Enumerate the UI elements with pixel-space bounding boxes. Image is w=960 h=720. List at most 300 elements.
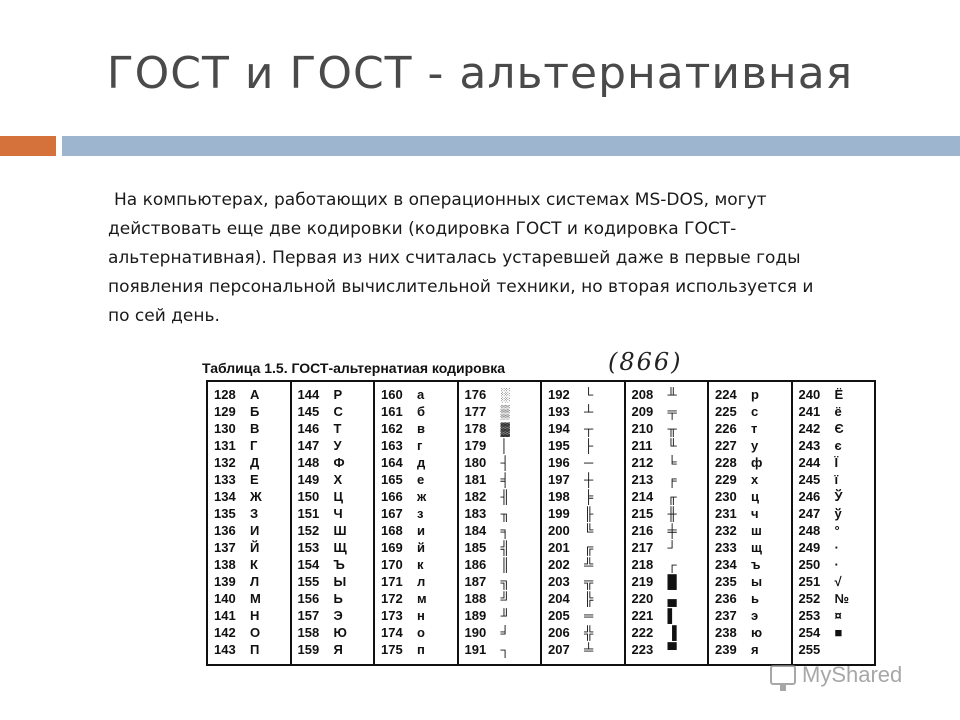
char-glyph: Ї — [834, 455, 839, 470]
char-code: 200 — [548, 523, 570, 538]
char-code: 177 — [464, 404, 487, 419]
char-glyph: Ж — [250, 489, 262, 504]
char-code: 191 — [464, 642, 487, 657]
char-glyph: ╪ — [667, 523, 677, 538]
char-glyph: ь — [751, 591, 759, 606]
table-row — [715, 386, 791, 403]
table-row — [715, 454, 791, 471]
char-code: 211 — [631, 438, 653, 453]
table-row — [465, 454, 541, 471]
char-code: 135 — [214, 506, 236, 521]
char-glyph: ╝ — [500, 591, 510, 606]
table-column — [375, 382, 459, 664]
char-glyph: К — [250, 557, 258, 572]
table-row — [465, 539, 541, 556]
char-glyph: ╙ — [667, 438, 677, 453]
table-row — [548, 488, 624, 505]
char-code: 244 — [798, 455, 821, 470]
char-code: 255 — [798, 642, 821, 657]
char-code: 235 — [715, 574, 737, 589]
table-row — [214, 590, 290, 607]
table-row — [715, 539, 791, 556]
table-row — [548, 454, 624, 471]
char-code: 193 — [548, 404, 570, 419]
table-row — [214, 641, 290, 658]
char-code: 179 — [464, 438, 487, 453]
char-code: 226 — [715, 421, 737, 436]
table-row — [465, 471, 541, 488]
char-code: 195 — [548, 438, 570, 453]
char-glyph: ╤ — [667, 404, 677, 419]
char-code: 217 — [631, 540, 654, 555]
table-row — [799, 403, 875, 420]
table-row — [214, 471, 290, 488]
encoding-table-image — [198, 348, 888, 666]
table-row — [715, 573, 791, 590]
handwritten-note: (866) — [608, 348, 683, 376]
char-glyph: А — [250, 387, 260, 402]
paragraph-line: альтернативная). Первая из них считалась устаревшей даже в первые годы — [108, 248, 801, 268]
table-row — [799, 454, 875, 471]
char-glyph: ї — [834, 472, 839, 487]
table-row — [298, 556, 374, 573]
char-glyph: щ — [751, 540, 762, 555]
table-row — [715, 437, 791, 454]
char-glyph: ╕ — [500, 523, 510, 538]
table-row — [548, 573, 624, 590]
char-code: 208 — [631, 387, 654, 402]
char-code: 184 — [464, 523, 487, 538]
char-glyph: √ — [834, 574, 842, 589]
char-glyph: ═ — [584, 608, 594, 623]
table-row — [465, 403, 541, 420]
char-glyph: ╨ — [667, 387, 677, 402]
char-glyph: М — [250, 591, 261, 606]
table-row — [298, 539, 374, 556]
table-row — [799, 590, 875, 607]
table-column — [542, 382, 626, 664]
char-glyph: ╥ — [667, 421, 677, 436]
char-glyph: л — [417, 574, 426, 589]
char-code: 165 — [381, 472, 403, 487]
table-row — [548, 624, 624, 641]
char-code: 157 — [297, 608, 320, 623]
char-code: 164 — [381, 455, 403, 470]
char-glyph: ║ — [500, 557, 510, 572]
table-row — [632, 641, 708, 658]
table-row — [548, 607, 624, 624]
char-glyph: ░ — [500, 387, 510, 402]
table-row — [799, 488, 875, 505]
paragraph-line: На компьютерах, работающих в операционных системах MS-DOS, могут — [114, 190, 767, 210]
char-code: 245 — [798, 472, 821, 487]
char-glyph: ▒ — [500, 404, 510, 419]
table-row — [548, 641, 624, 658]
table-column — [793, 382, 875, 664]
char-code: 152 — [297, 523, 320, 538]
char-glyph: Х — [333, 472, 343, 487]
table-row — [465, 590, 541, 607]
char-code: 210 — [631, 421, 654, 436]
paragraph-line: появления персональной вычислительной техники, но вторая используется и — [108, 277, 814, 297]
table-row — [632, 488, 708, 505]
char-code: 209 — [631, 404, 654, 419]
char-glyph: Ы — [333, 574, 347, 589]
char-glyph: ╜ — [500, 608, 510, 623]
char-code: 218 — [631, 557, 654, 572]
char-code: 242 — [798, 421, 821, 436]
char-code: 251 — [798, 574, 821, 589]
char-code: 220 — [631, 591, 654, 606]
char-code: 188 — [464, 591, 487, 606]
table-row — [715, 556, 791, 573]
char-code: 160 — [381, 387, 403, 402]
char-glyph: Й — [250, 540, 260, 555]
char-code: 137 — [214, 540, 236, 555]
char-code: 173 — [381, 608, 403, 623]
char-code: 215 — [631, 506, 654, 521]
char-code: 181 — [464, 472, 487, 487]
char-code: 219 — [631, 574, 654, 589]
char-glyph: П — [250, 642, 260, 657]
char-glyph: Е — [250, 472, 259, 487]
table-row — [715, 607, 791, 624]
table-row — [381, 386, 457, 403]
table-row — [298, 403, 374, 420]
char-glyph: ц — [751, 489, 759, 504]
table-row — [799, 522, 875, 539]
table-row — [715, 641, 791, 658]
table-row — [799, 505, 875, 522]
char-glyph: Р — [333, 387, 343, 402]
title-accent-bar — [0, 136, 56, 156]
char-glyph: ╧ — [584, 642, 594, 657]
table-row — [214, 386, 290, 403]
table-row — [465, 488, 541, 505]
char-code: 130 — [214, 421, 236, 436]
char-glyph: ч — [751, 506, 759, 521]
char-glyph: Э — [333, 608, 343, 623]
table-row — [381, 471, 457, 488]
table-row — [632, 386, 708, 403]
table-row — [799, 607, 875, 624]
table-row — [381, 624, 457, 641]
char-glyph: Ц — [333, 489, 343, 504]
char-glyph: є — [834, 438, 842, 453]
table-row — [465, 641, 541, 658]
table-row — [298, 505, 374, 522]
table-row — [381, 522, 457, 539]
char-code: 254 — [798, 625, 821, 640]
char-glyph: ∙ — [834, 540, 839, 555]
table-row — [381, 573, 457, 590]
table-row — [381, 437, 457, 454]
char-code: 214 — [631, 489, 654, 504]
char-code: 237 — [715, 608, 737, 623]
code-table-grid — [206, 380, 876, 666]
char-glyph — [835, 641, 859, 658]
table-row — [632, 590, 708, 607]
char-glyph: У — [333, 438, 342, 453]
table-row — [381, 505, 457, 522]
char-code: 197 — [548, 472, 570, 487]
table-row — [799, 556, 875, 573]
char-glyph: █ — [667, 574, 677, 589]
char-code: 166 — [381, 489, 403, 504]
char-code: 128 — [214, 387, 236, 402]
char-code: 239 — [715, 642, 737, 657]
table-row — [548, 505, 624, 522]
char-code: 163 — [381, 438, 403, 453]
char-glyph: ╛ — [500, 625, 510, 640]
char-code: 228 — [715, 455, 737, 470]
char-code: 150 — [297, 489, 320, 504]
table-row — [632, 454, 708, 471]
char-glyph: ┴ — [584, 404, 594, 419]
char-code: 183 — [464, 506, 487, 521]
table-row — [465, 437, 541, 454]
table-column — [709, 382, 793, 664]
table-row — [548, 590, 624, 607]
table-row — [214, 624, 290, 641]
char-glyph: ▀ — [667, 642, 677, 657]
char-glyph: Н — [250, 608, 260, 623]
char-code: 162 — [381, 421, 403, 436]
table-row — [465, 386, 541, 403]
char-code: 252 — [798, 591, 821, 606]
table-row — [214, 573, 290, 590]
table-row — [381, 590, 457, 607]
char-glyph: ╞ — [584, 489, 594, 504]
char-glyph: ф — [751, 455, 763, 470]
char-code: 171 — [381, 574, 403, 589]
table-row — [548, 539, 624, 556]
char-glyph: ┘ — [667, 540, 677, 555]
table-column — [626, 382, 710, 664]
table-row — [214, 420, 290, 437]
table-row — [632, 403, 708, 420]
char-glyph: з — [417, 506, 424, 521]
char-code: 224 — [715, 387, 737, 402]
char-glyph: Ъ — [333, 557, 345, 572]
char-glyph: Ў — [834, 489, 843, 504]
char-glyph: Л — [250, 574, 260, 589]
char-glyph: ▌ — [667, 608, 677, 623]
char-code: 172 — [381, 591, 403, 606]
table-row — [548, 420, 624, 437]
table-row — [465, 505, 541, 522]
table-column — [292, 382, 376, 664]
table-row — [298, 590, 374, 607]
table-row — [715, 420, 791, 437]
char-glyph: ├ — [584, 438, 594, 453]
table-row — [799, 539, 875, 556]
char-glyph: и — [417, 523, 425, 538]
char-code: 203 — [548, 574, 570, 589]
char-code: 140 — [214, 591, 236, 606]
char-glyph: х — [751, 472, 759, 487]
char-code: 201 — [548, 540, 570, 555]
table-row — [632, 624, 708, 641]
char-code: 236 — [715, 591, 737, 606]
char-code: 159 — [297, 642, 320, 657]
table-row — [214, 539, 290, 556]
table-row — [799, 624, 875, 641]
char-code: 202 — [548, 557, 570, 572]
table-row — [465, 420, 541, 437]
table-row — [715, 488, 791, 505]
paragraph-line: по сей день. — [108, 306, 220, 326]
table-row — [465, 607, 541, 624]
char-glyph: В — [250, 421, 260, 436]
char-code: 139 — [214, 574, 236, 589]
char-glyph: Д — [250, 455, 260, 470]
char-glyph: ш — [751, 523, 762, 538]
char-glyph: ╖ — [500, 506, 510, 521]
char-glyph: д — [417, 455, 426, 470]
char-code: 194 — [548, 421, 570, 436]
char-glyph: р — [751, 387, 759, 402]
char-code: 175 — [381, 642, 403, 657]
char-glyph: т — [751, 421, 758, 436]
slide-title: ГОСТ и ГОСТ - альтернативная — [106, 48, 854, 99]
char-glyph: ¤ — [834, 608, 842, 623]
char-code: 182 — [464, 489, 487, 504]
char-code: 241 — [798, 404, 821, 419]
char-glyph: ы — [751, 574, 763, 589]
char-glyph: г — [417, 438, 423, 453]
char-code: 234 — [715, 557, 737, 572]
table-row — [632, 573, 708, 590]
table-row — [799, 386, 875, 403]
char-code: 207 — [548, 642, 570, 657]
char-glyph: ° — [834, 523, 840, 538]
table-row — [214, 607, 290, 624]
table-row — [298, 420, 374, 437]
char-code: 186 — [464, 557, 487, 572]
char-glyph: ╠ — [584, 591, 594, 606]
table-row — [632, 556, 708, 573]
char-code: 153 — [297, 540, 320, 555]
char-code: 143 — [214, 642, 236, 657]
table-row — [465, 522, 541, 539]
char-code: 233 — [715, 540, 737, 555]
char-glyph: а — [417, 387, 425, 402]
table-row — [298, 641, 374, 658]
char-code: 161 — [381, 404, 403, 419]
table-row — [298, 522, 374, 539]
char-code: 238 — [715, 625, 737, 640]
char-glyph: Г — [250, 438, 258, 453]
table-row — [214, 522, 290, 539]
table-row — [214, 505, 290, 522]
char-glyph: ё — [834, 404, 842, 419]
char-code: 189 — [464, 608, 487, 623]
char-code: 243 — [798, 438, 821, 453]
char-glyph: н — [417, 608, 425, 623]
char-glyph: ╬ — [584, 625, 594, 640]
char-glyph: м — [417, 591, 427, 606]
char-glyph: Я — [333, 642, 343, 657]
char-code: 144 — [297, 387, 320, 402]
presentation-icon — [770, 665, 796, 685]
char-glyph: у — [751, 438, 759, 453]
char-glyph: ╣ — [500, 540, 510, 555]
char-glyph: Б — [250, 404, 260, 419]
char-glyph: Т — [333, 421, 342, 436]
table-row — [465, 556, 541, 573]
char-code: 155 — [297, 574, 320, 589]
char-glyph: ж — [417, 489, 427, 504]
paragraph-line: действовать еще две кодировки (кодировка ГОСТ и кодировка ГОСТ- — [108, 219, 737, 239]
char-glyph: З — [250, 506, 259, 521]
table-row — [381, 556, 457, 573]
char-code: 167 — [381, 506, 403, 521]
char-glyph: ╘ — [667, 455, 677, 470]
char-glyph: п — [417, 642, 425, 657]
char-glyph: о — [417, 625, 425, 640]
char-code: 232 — [715, 523, 737, 538]
table-row — [381, 420, 457, 437]
table-row — [715, 522, 791, 539]
char-code: 178 — [464, 421, 487, 436]
char-code: 129 — [214, 404, 236, 419]
char-code: 205 — [548, 608, 570, 623]
char-code: 253 — [798, 608, 821, 623]
char-glyph: ┐ — [500, 642, 510, 657]
char-glyph: я — [751, 642, 759, 657]
char-code: 156 — [297, 591, 320, 606]
char-code: 187 — [464, 574, 487, 589]
table-row — [632, 522, 708, 539]
table-row — [465, 624, 541, 641]
table-row — [715, 403, 791, 420]
char-glyph: ■ — [834, 625, 843, 640]
char-code: 192 — [548, 387, 570, 402]
char-code: 158 — [297, 625, 320, 640]
table-row — [632, 539, 708, 556]
char-glyph: к — [417, 557, 424, 572]
table-row — [715, 590, 791, 607]
char-code: 199 — [548, 506, 570, 521]
table-row — [381, 607, 457, 624]
char-glyph: ╚ — [584, 523, 594, 538]
char-code: 250 — [798, 557, 821, 572]
table-row — [214, 437, 290, 454]
char-glyph: ╩ — [584, 557, 594, 572]
char-code: 190 — [464, 625, 487, 640]
char-code: 176 — [464, 387, 487, 402]
char-code: 174 — [381, 625, 403, 640]
char-glyph: ┌ — [667, 557, 677, 572]
table-row — [715, 624, 791, 641]
char-glyph: · — [834, 557, 839, 572]
table-row — [465, 573, 541, 590]
char-glyph: │ — [500, 438, 509, 453]
watermark — [770, 662, 902, 688]
char-glyph: ─ — [584, 455, 594, 470]
char-glyph: № — [834, 591, 849, 606]
char-code: 249 — [798, 540, 821, 555]
table-row — [632, 420, 708, 437]
char-code: 227 — [715, 438, 737, 453]
table-row — [298, 454, 374, 471]
char-glyph: Ф — [333, 455, 345, 470]
table-row — [298, 386, 374, 403]
char-code: 231 — [715, 506, 737, 521]
table-row — [715, 471, 791, 488]
table-row — [715, 505, 791, 522]
